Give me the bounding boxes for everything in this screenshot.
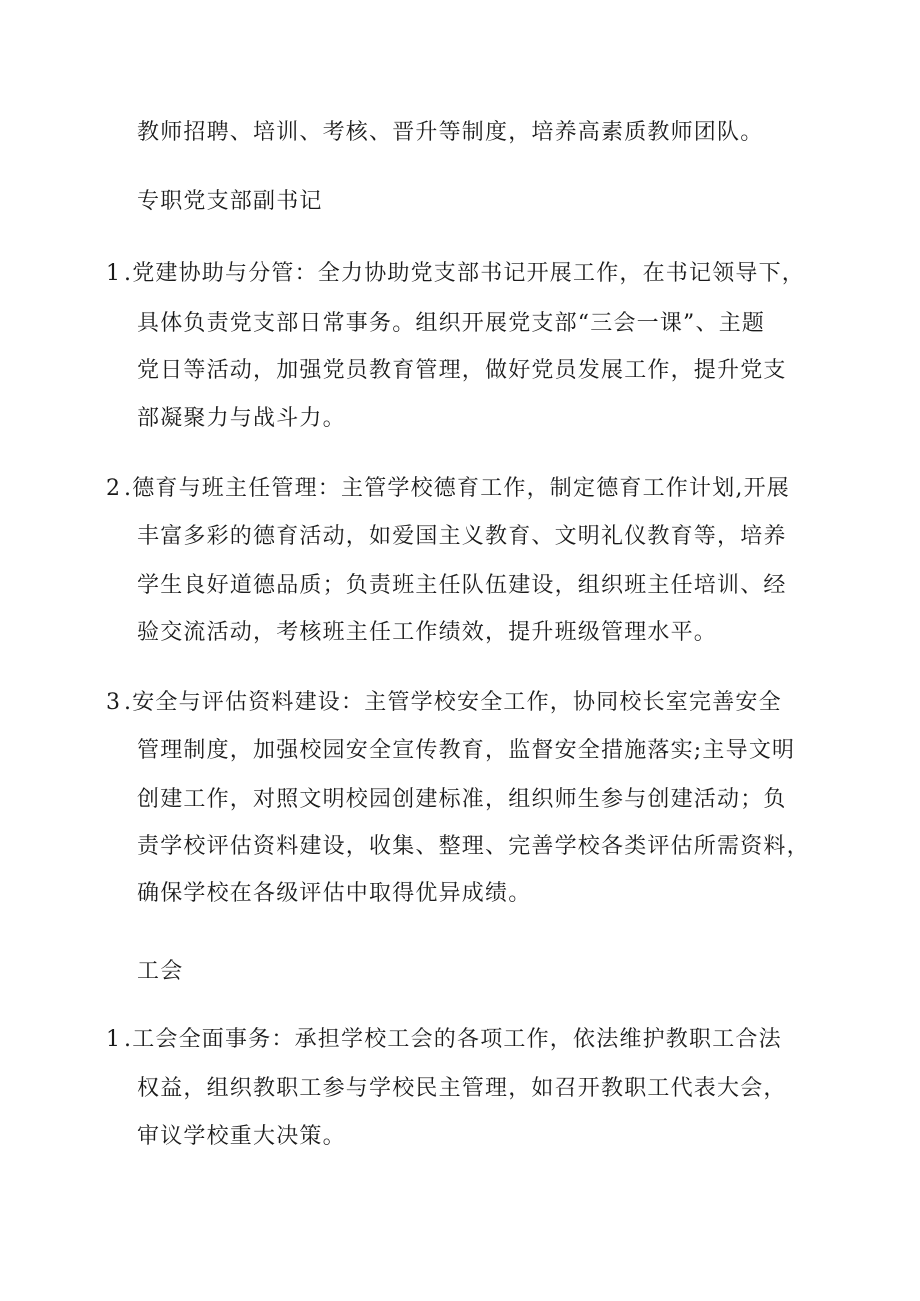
list-item-line: 学生良好道德品质；负责班主任队伍建设，组织班主任培训、经 [137,573,787,598]
list-item-number: 2 [106,476,120,501]
list-item-line: 权益，组织教职工参与学校民主管理，如召开教职工代表大会， [137,1076,787,1101]
list-item-line: 责学校评估资料建设，收集、整理、完善学校各类评估所需资料， [137,834,810,859]
list-item-line: 创建工作，对照文明校园创建标准，组织师生参与创建活动；负 [137,787,787,812]
list-item-number: 1 [106,261,120,286]
list-item-line: 部凝聚力与战斗力。 [137,406,346,431]
list-item-line: 丰富多彩的德育活动，如爱国主义教育、文明礼仪教育等，培养 [137,524,787,549]
list-item-number: 1 [106,1027,120,1052]
list-item-line: 管理制度，加强校园安全宣传教育，监督安全措施落实;主导文明 [137,738,796,763]
list-item-line: 党日等活动，加强党员教育管理，做好党员发展工作，提升党支 [137,358,787,383]
section-heading-union: 工会 [137,959,184,984]
list-item-line: .安全与评估资料建设：主管学校安全工作，协同校长室完善安全 [124,690,782,715]
list-item-line: .党建协助与分管：全力协助党支部书记开展工作，在书记领导下， [124,261,805,286]
section-heading-deputy-secretary: 专职党支部副书记 [137,189,323,214]
list-item-line: .德育与班主任管理：主管学校德育工作，制定德育工作计划,开展 [124,476,790,501]
list-item-line: .工会全面事务：承担学校工会的各项工作，依法维护教职工合法 [124,1027,782,1052]
list-item-number: 3 [106,690,120,715]
list-item-line: 验交流活动，考核班主任工作绩效，提升班级管理水平。 [137,620,718,645]
list-item-line: 确保学校在各级评估中取得优异成绩。 [137,881,532,906]
list-item-line: 审议学校重大决策。 [137,1124,346,1149]
intro-line: 教师招聘、培训、考核、晋升等制度，培养高素质教师团队。 [137,120,764,145]
list-item-line: 具体负责党支部日常事务。组织开展党支部“三会一课”、主题 [137,311,766,336]
